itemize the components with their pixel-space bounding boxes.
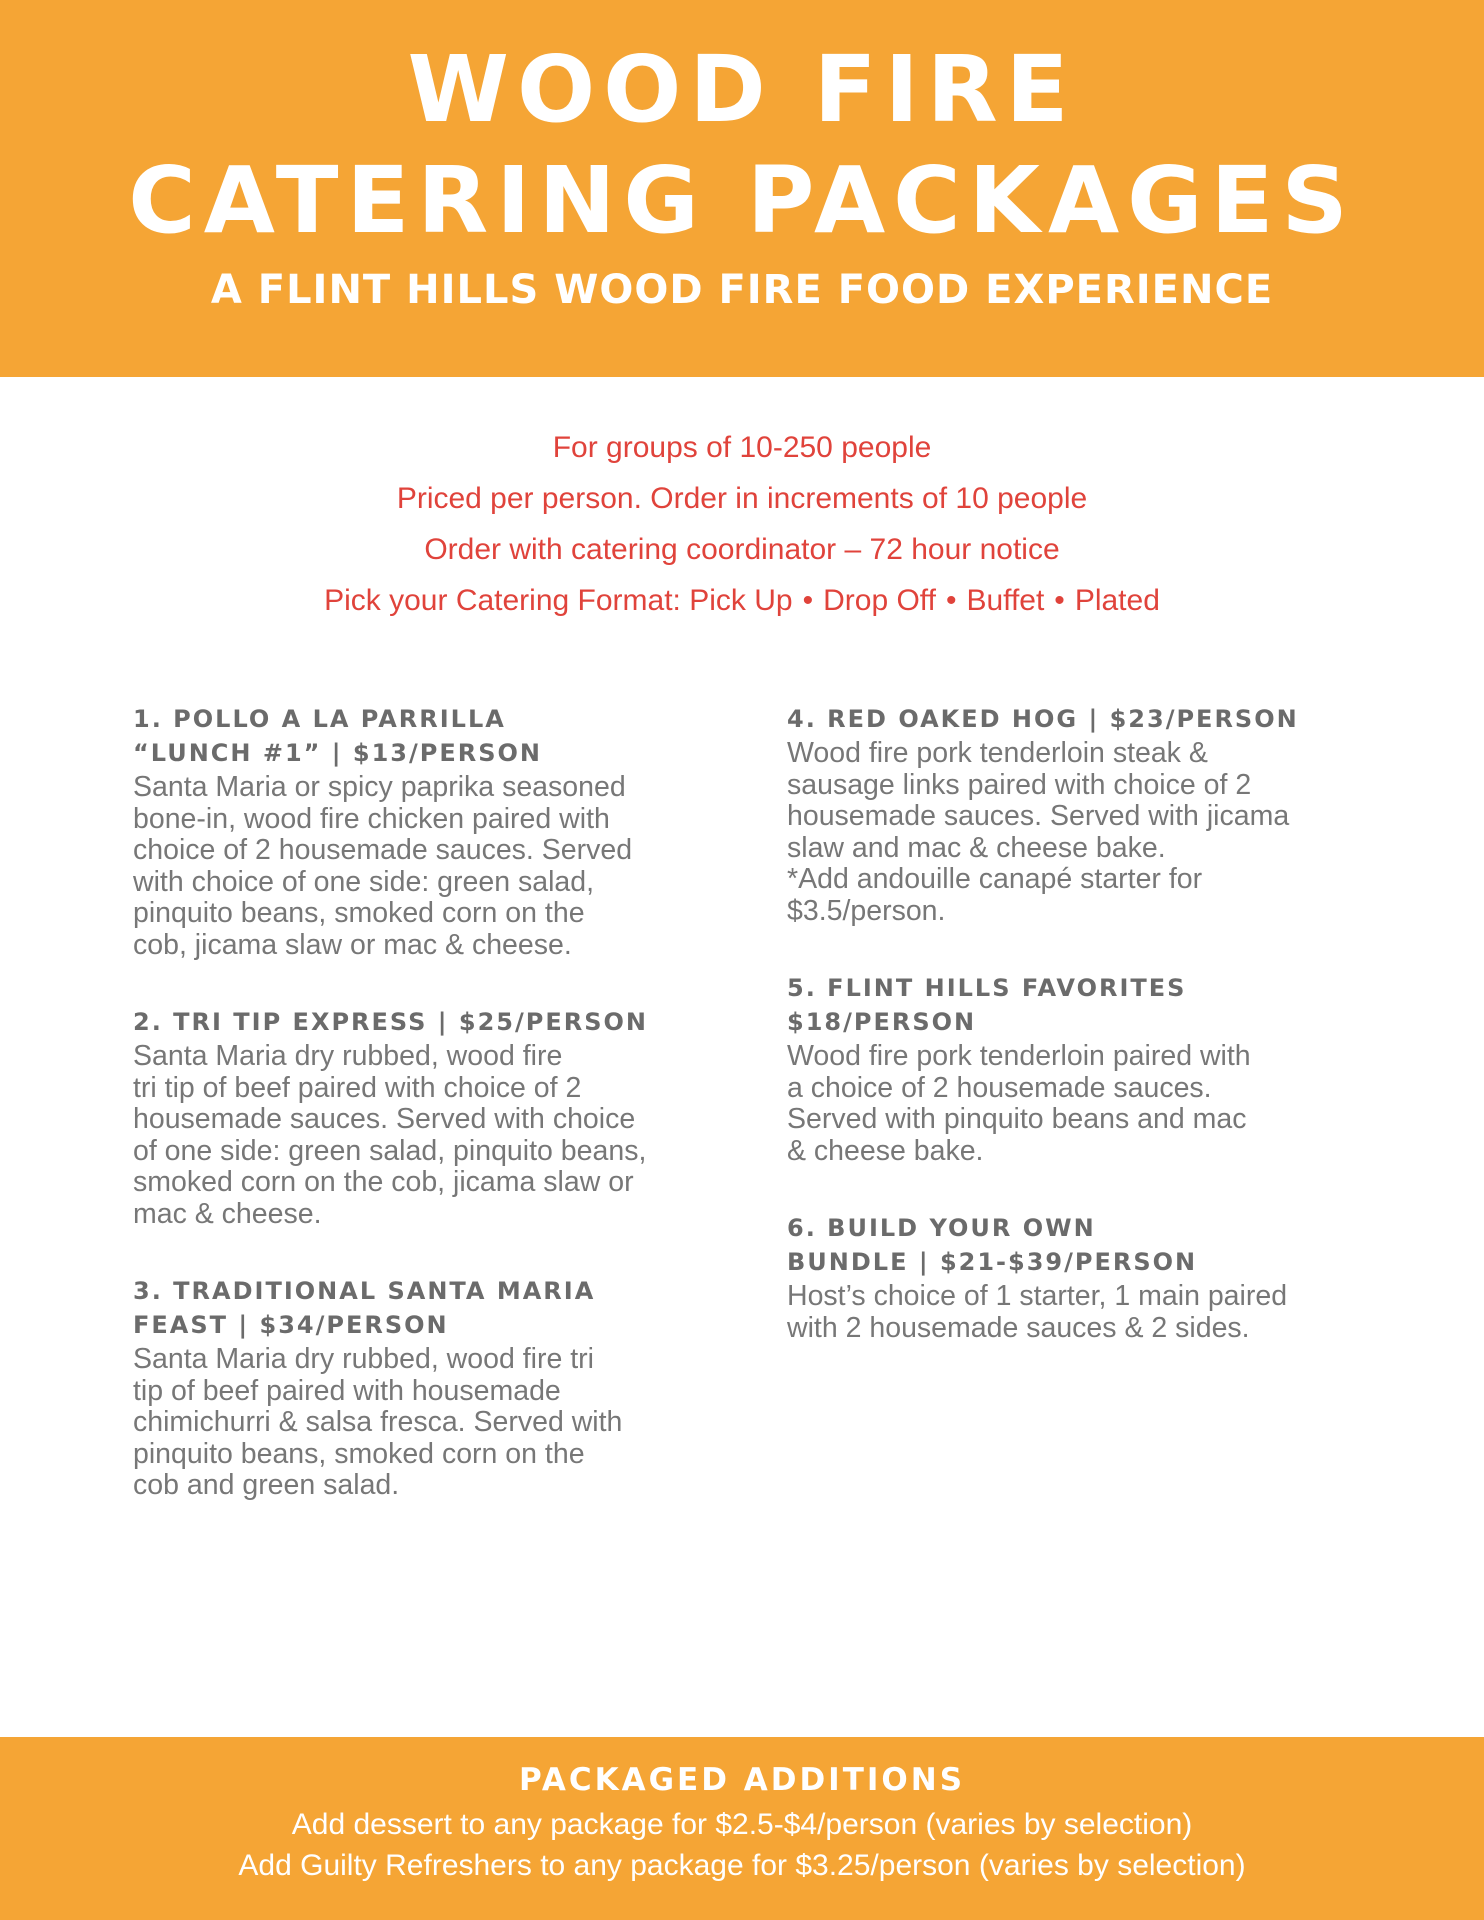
description-line: slaw and mac & cheese bake.: [787, 831, 1166, 864]
package-title: [133, 1005, 723, 1039]
package-title-line: “LUNCH #1” | $13/PERSON: [133, 739, 542, 767]
group-size-info: For groups of 10-250 people: [552, 431, 932, 464]
additions-list: [0, 1804, 1484, 1886]
page-title-line-2: CATERING PACKAGES: [128, 147, 1356, 254]
description-line: bone-in, wood fire chicken paired with: [133, 802, 610, 835]
separator-dot: •: [945, 584, 957, 617]
packages-column-right: [787, 702, 1367, 1388]
description-line: housemade sauces. Served with jicama: [787, 800, 1290, 832]
package-description: [787, 1041, 1367, 1167]
header-banner: [0, 0, 1484, 377]
description-line: Santa Maria dry rubbed, wood fire tri: [133, 1343, 594, 1375]
package-description: [133, 1344, 723, 1502]
package-title-line: 1. POLLO A LA PARRILLA: [133, 705, 506, 733]
ordering-info: [0, 422, 1484, 626]
catering-format-info: [0, 575, 1484, 626]
description-line: tip of beef paired with housemade: [133, 1374, 561, 1407]
package-title: [133, 702, 723, 770]
package-title-line: $18/PERSON: [787, 1008, 977, 1036]
package-traditional-santa-maria-feast: [133, 1274, 723, 1502]
description-line: housemade sauces. Served with choice: [133, 1103, 636, 1135]
description-line: Wood fire pork tenderloin paired with: [787, 1040, 1251, 1072]
format-option-plated: Plated: [1074, 584, 1160, 617]
description-line: sausage links paired with choice of 2: [787, 768, 1252, 801]
separator-dot: •: [802, 584, 814, 617]
package-description: [133, 772, 723, 961]
description-line: with 2 housemade sauces & 2 sides.: [787, 1311, 1250, 1344]
packaged-additions-banner: [0, 1737, 1484, 1920]
page-subtitle: A FLINT HILLS WOOD FIRE FOOD EXPERIENCE: [210, 267, 1274, 313]
package-title-line: FEAST | $34/PERSON: [133, 1311, 449, 1339]
package-title: [787, 702, 1367, 736]
package-description: [787, 1281, 1367, 1344]
packages-column-left: [133, 702, 723, 1546]
format-option-buffet: Buffet: [966, 584, 1045, 617]
package-description: [133, 1041, 723, 1230]
package-build-your-own-bundle: [787, 1211, 1367, 1344]
package-title: [133, 1274, 723, 1342]
package-flint-hills-favorites: [787, 971, 1367, 1167]
package-title-line: BUNDLE | $21-$39/PERSON: [787, 1248, 1198, 1276]
package-red-oaked-hog: [787, 702, 1367, 927]
package-tri-tip-express: [133, 1005, 723, 1230]
package-title-line: 6. BUILD YOUR OWN: [787, 1214, 1096, 1242]
dessert-addition: Add dessert to any package for $2.5-$4/person (varies by selection): [291, 1808, 1193, 1841]
description-line: chimichurri & salsa fresca. Served with: [133, 1406, 623, 1438]
package-title-line: 4. RED OAKED HOG | $23/PERSON: [787, 705, 1299, 733]
description-line: choice of 2 housemade sauces. Served: [133, 834, 633, 866]
package-title-line: 5. FLINT HILLS FAVORITES: [787, 974, 1187, 1002]
pricing-info: Priced per person. Order in increments of 10 people: [396, 482, 1088, 515]
notice-info: Order with catering coordinator – 72 hour notice: [424, 533, 1060, 566]
description-line: Santa Maria dry rubbed, wood fire: [133, 1040, 563, 1072]
package-title: [787, 1211, 1367, 1279]
description-line: smoked corn on the cob, jicama slaw or: [133, 1166, 634, 1198]
description-line: & cheese bake.: [787, 1134, 984, 1167]
description-line: mac & cheese.: [133, 1197, 322, 1230]
additions-title: PACKAGED ADDITIONS: [518, 1762, 966, 1798]
package-pollo-a-la-parrilla: [133, 702, 723, 961]
description-line: tri tip of beef paired with choice of 2: [133, 1071, 582, 1104]
package-description: [787, 738, 1367, 927]
description-line: Served with pinquito beans and mac: [787, 1103, 1247, 1135]
package-title: [787, 971, 1367, 1039]
description-line: Wood fire pork tenderloin steak &: [787, 737, 1208, 769]
description-line: a choice of 2 housemade sauces.: [787, 1071, 1212, 1104]
description-line: with choice of one side: green salad,: [133, 865, 595, 898]
package-title-line: 2. TRI TIP EXPRESS | $25/PERSON: [133, 1008, 648, 1036]
description-line: of one side: green salad, pinquito beans,: [133, 1134, 647, 1167]
format-option-drop-off: Drop Off: [823, 584, 936, 617]
description-line: *Add andouille canapé starter for: [787, 863, 1203, 895]
description-line: pinquito beans, smoked corn on the: [133, 897, 585, 929]
description-line: pinquito beans, smoked corn on the: [133, 1437, 585, 1470]
separator-dot: •: [1054, 584, 1065, 617]
description-line: Host’s choice of 1 starter, 1 main paired: [787, 1280, 1288, 1312]
description-line: cob, jicama slaw or mac & cheese.: [133, 928, 572, 961]
refreshers-addition: Add Guilty Refreshers to any package for $3.25/person (varies by selection): [238, 1849, 1246, 1882]
format-label: Pick your Catering Format: Pick Up: [324, 584, 793, 617]
description-line: cob and green salad.: [133, 1469, 400, 1501]
description-line: $3.5/person.: [787, 894, 946, 927]
description-line: Santa Maria or spicy paprika seasoned: [133, 771, 626, 803]
package-title-line: 3. TRADITIONAL SANTA MARIA: [133, 1277, 596, 1305]
page-title-line-1: WOOD FIRE: [407, 36, 1077, 143]
